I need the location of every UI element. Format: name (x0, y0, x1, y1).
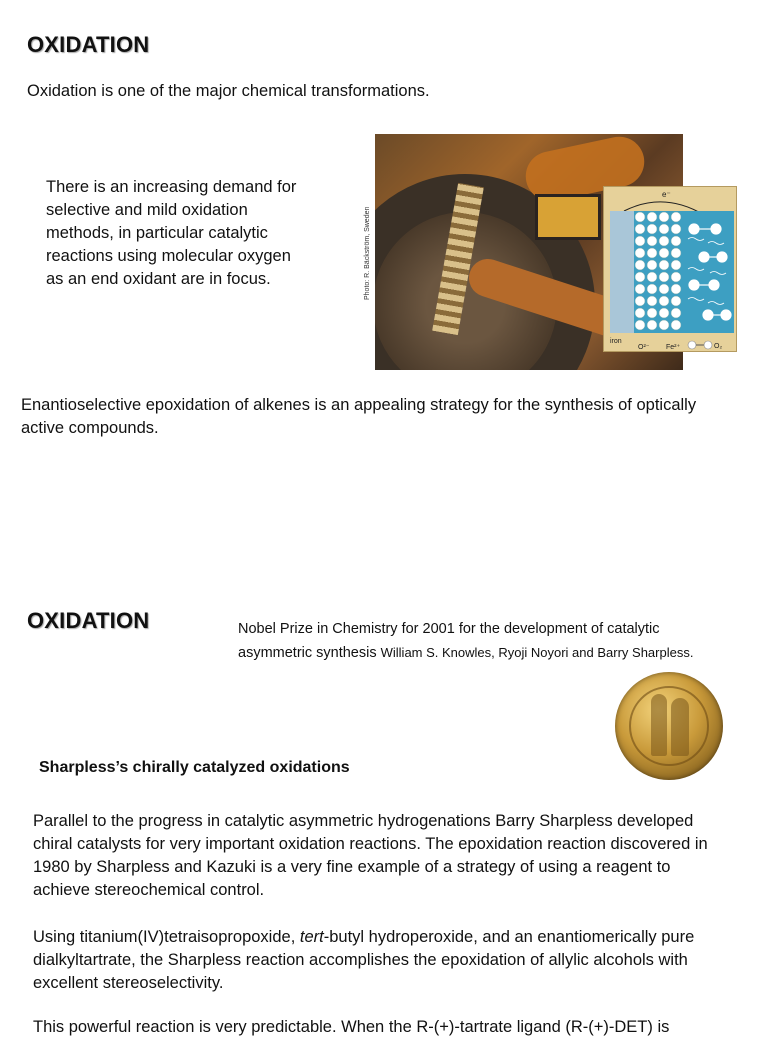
sharpless-paragraph-1: Parallel to the progress in catalytic asymmetric hydrogenations Barry Sharpless developed chiral catalysts for very important oxidation reactions. The epoxidation reaction discovered in 1980 by Sharpless and Kazuki is a very fine example of a strategy of using a reagent to achieve stereochemical control. (33, 812, 708, 899)
sharpless-subheading: Sharpless’s chirally catalyzed oxidations (39, 759, 350, 776)
enantioselective-paragraph: Enantioselective epoxidation of alkenes is an appealing strategy for the synthesis of optically active compounds. (21, 396, 697, 437)
photo-credit: Photo: R. Bäckström, Sweden (364, 206, 371, 300)
oxygen-label: O₂ (714, 343, 723, 350)
fe-label: Fe²⁺ (666, 344, 681, 351)
oxidation-diagram-svg (604, 187, 738, 353)
section1-heading: OXIDATION (27, 32, 150, 57)
o2-ion-label: O²⁻ (638, 344, 650, 351)
para2-italic-tert: tert (299, 928, 324, 946)
electron-label: e⁻ (662, 190, 671, 199)
nobel-line-2 (238, 641, 738, 665)
nobel-prize-text (238, 618, 738, 665)
sharpless-paragraph-3-partial: This powerful reaction is very predictable. When the R-(+)-tartrate ligand (R-(+)-DET) is (33, 1018, 670, 1036)
para2-before: Using titanium(IV)tetraisopropoxide, (33, 928, 300, 946)
iron-oxidation-diagram (603, 186, 737, 352)
iron-label: iron (610, 338, 622, 345)
section1-intro: Oxidation is one of the major chemical transformations. (27, 82, 430, 100)
nobel-medal-image (615, 672, 723, 780)
nobel-line-2-main: asymmetric synthesis (238, 645, 377, 661)
para2-after: -butyl hydroperoxide, and an enantiomerically pure dialkyltartrate, the Sharpless reaction accomplishes the epoxidation of allylic alcohols with excellent stereoselectivity. (33, 928, 695, 992)
nobel-laureates: William S. Knowles, Ryoji Noyori and Barry Sharpless. (380, 645, 694, 660)
nobel-line-1: Nobel Prize in Chemistry for 2001 for the development of catalytic (238, 621, 660, 637)
sharpless-paragraph-2 (33, 926, 723, 995)
demand-paragraph: There is an increasing demand for selective and mild oxidation methods, in particular catalytic reactions using molecular oxygen as an end oxidant are in focus. (46, 178, 297, 288)
section2-heading: OXIDATION (27, 608, 150, 633)
